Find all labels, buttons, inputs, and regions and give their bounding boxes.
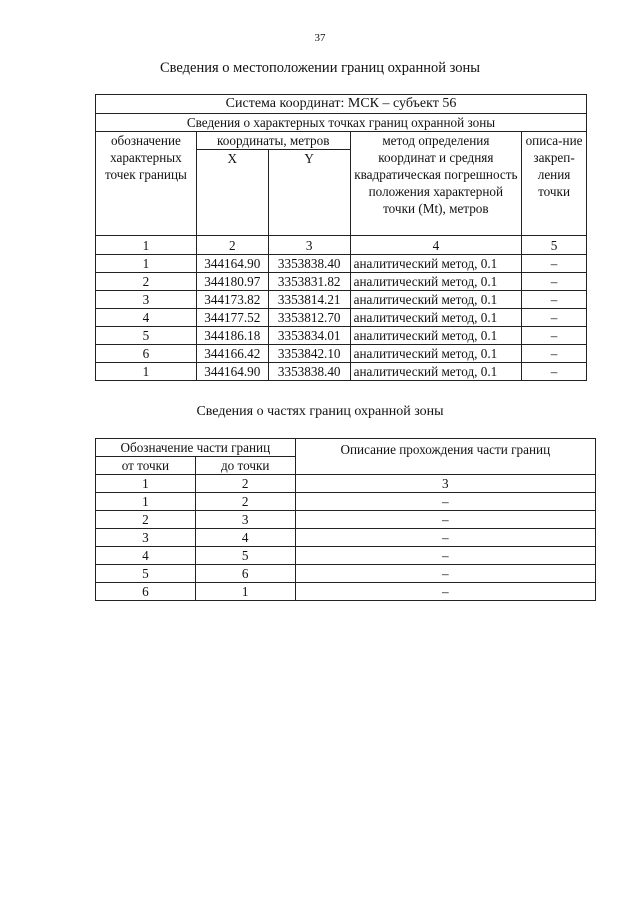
- table-row: [96, 547, 596, 565]
- column-number: 3: [268, 236, 350, 255]
- to-cell: 6: [195, 565, 295, 583]
- y-cell: 3353831.82: [268, 273, 350, 291]
- x-cell: 344173.82: [196, 291, 268, 309]
- header-to-point: до точки: [195, 457, 295, 475]
- to-cell: 1: [195, 583, 295, 601]
- method-cell: аналитический метод, 0.1: [350, 309, 521, 327]
- method-cell: аналитический метод, 0.1: [350, 255, 521, 273]
- y-cell: 3353812.70: [268, 309, 350, 327]
- description-cell: –: [522, 255, 587, 273]
- header-x: X: [196, 150, 268, 236]
- x-cell: 344180.97: [196, 273, 268, 291]
- header-method: метод определения координат и средняя квадратическая погрешность положения характерной точки (Mt), метров: [350, 132, 521, 236]
- table-row: [96, 255, 587, 273]
- description-cell: –: [295, 583, 595, 601]
- table-row: [96, 529, 596, 547]
- point-cell: 6: [96, 345, 197, 363]
- method-cell: аналитический метод, 0.1: [350, 291, 521, 309]
- parts-table: [95, 438, 596, 601]
- y-cell: 3353838.40: [268, 363, 350, 381]
- table-row: [96, 565, 596, 583]
- y-cell: 3353814.21: [268, 291, 350, 309]
- y-cell: 3353838.40: [268, 255, 350, 273]
- description-cell: –: [295, 493, 595, 511]
- method-cell: аналитический метод, 0.1: [350, 363, 521, 381]
- points-table: [95, 94, 587, 381]
- from-cell: 5: [96, 565, 196, 583]
- description-cell: –: [522, 291, 587, 309]
- column-number: 5: [522, 236, 587, 255]
- table-row: [96, 511, 596, 529]
- column-number: 4: [350, 236, 521, 255]
- column-number: 2: [195, 475, 295, 493]
- point-cell: 1: [96, 255, 197, 273]
- point-cell: 3: [96, 291, 197, 309]
- point-cell: 4: [96, 309, 197, 327]
- table-row: [96, 327, 587, 345]
- description-cell: –: [295, 511, 595, 529]
- column-number: 1: [96, 475, 196, 493]
- header-part-description: Описание прохождения части границ: [295, 439, 595, 475]
- header-description: описа-ние закреп-ления точки: [522, 132, 587, 236]
- section-title-parts: Сведения о частях границ охранной зоны: [196, 404, 444, 419]
- points-info-cell: Сведения о характерных точках границ охранной зоны: [96, 114, 587, 132]
- page-number: 37: [314, 32, 326, 44]
- x-cell: 344177.52: [196, 309, 268, 327]
- to-cell: 4: [195, 529, 295, 547]
- description-cell: –: [522, 309, 587, 327]
- from-cell: 4: [96, 547, 196, 565]
- x-cell: 344164.90: [196, 363, 268, 381]
- to-cell: 2: [195, 493, 295, 511]
- description-cell: –: [295, 565, 595, 583]
- header-designation: обозначение характерных точек границы: [96, 132, 197, 236]
- table-row: [96, 309, 587, 327]
- from-cell: 2: [96, 511, 196, 529]
- method-cell: аналитический метод, 0.1: [350, 273, 521, 291]
- to-cell: 3: [195, 511, 295, 529]
- header-from-point: от точки: [96, 457, 196, 475]
- from-cell: 6: [96, 583, 196, 601]
- point-cell: 2: [96, 273, 197, 291]
- to-cell: 5: [195, 547, 295, 565]
- description-cell: –: [522, 345, 587, 363]
- header-y: Y: [268, 150, 350, 236]
- section-title-boundaries: Сведения о местоположении границ охранной зоны: [159, 60, 480, 76]
- header-part-designation: Обозначение части границ: [96, 439, 296, 457]
- table-row: [96, 273, 587, 291]
- header-coordinates: координаты, метров: [196, 132, 350, 150]
- description-cell: –: [295, 547, 595, 565]
- table-row: [96, 345, 587, 363]
- column-number: 3: [295, 475, 595, 493]
- table-row: [96, 583, 596, 601]
- x-cell: 344166.42: [196, 345, 268, 363]
- description-cell: –: [522, 273, 587, 291]
- point-cell: 5: [96, 327, 197, 345]
- from-cell: 1: [96, 493, 196, 511]
- description-cell: –: [295, 529, 595, 547]
- description-cell: –: [522, 327, 587, 345]
- column-number: 1: [96, 236, 197, 255]
- description-cell: –: [522, 363, 587, 381]
- table-row: [96, 493, 596, 511]
- column-number: 2: [196, 236, 268, 255]
- method-cell: аналитический метод, 0.1: [350, 345, 521, 363]
- x-cell: 344164.90: [196, 255, 268, 273]
- method-cell: аналитический метод, 0.1: [350, 327, 521, 345]
- x-cell: 344186.18: [196, 327, 268, 345]
- from-cell: 3: [96, 529, 196, 547]
- point-cell: 1: [96, 363, 197, 381]
- table-row: [96, 291, 587, 309]
- coordinate-system-cell: Система координат: МСК – субъект 56: [96, 95, 587, 114]
- y-cell: 3353834.01: [268, 327, 350, 345]
- y-cell: 3353842.10: [268, 345, 350, 363]
- table-row: [96, 363, 587, 381]
